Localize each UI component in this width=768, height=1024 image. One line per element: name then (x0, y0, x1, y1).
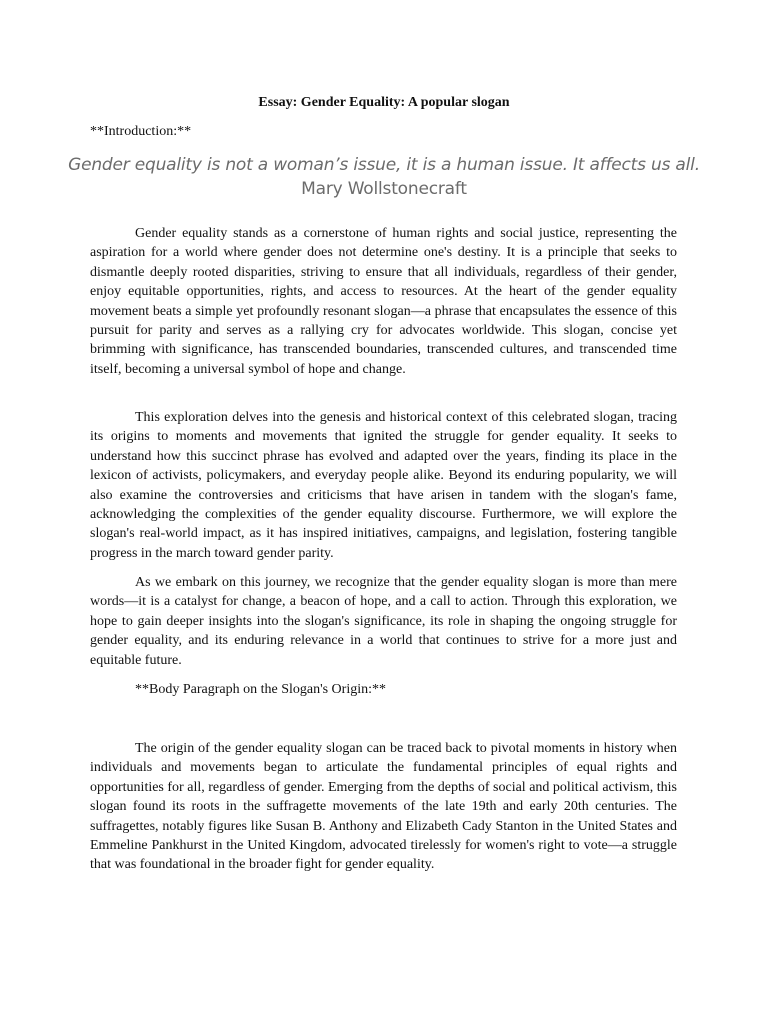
body-paragraph: The origin of the gender equality slogan can be traced back to pivotal moments in history when individuals and movements began to articulate the fundamental principles of equal rights and opportunities for all, regardless of gender. Emerging from the depths of social and political activism, this slogan found its roots in the suffragette movements of the late 19th and early 20th centuries. The suffragettes, notably figures like Susan B. Anthony and Elizabeth Cady Stanton in the United States and Emmeline Pankhurst in the United Kingdom, advocated tirelessly for women's right to vote—a struggle that was foundational in the broader fight for gender equality. (90, 741, 677, 873)
pull-quote (0, 153, 768, 201)
intro-paragraph-1: Gender equality stands as a cornerstone of human rights and social justice, representing the aspiration for a world where gender does not determine one's destiny. It is a principle that seeks to dismantle deeply rooted disparities, striving to ensure that all individuals, regardless of their gender, enjoy equitable opportunities, rights, and access to resources. At the heart of the gender equality movement beats a simple yet profoundly resonant slogan—a phrase that encapsulates the essence of this pursuit for parity and serves as a rallying cry for advocates worldwide. This slogan, concise yet brimming with significance, has transcended boundaries, transcended cultures, and transcended time itself, becoming a universal symbol of hope and change. (90, 226, 677, 377)
intro-paragraph-3: As we embark on this journey, we recognize that the gender equality slogan is more than mere words—it is a catalyst for change, a beacon of hope, and a call to action. Through this exploration, we hope to gain deeper insights into the slogan's significance, its role in shaping the ongoing struggle for gender equality, and its enduring relevance in a world that continues to strive for a more just and equitable future. (90, 575, 677, 668)
intro-paragraph-2: This exploration delves into the genesis and historical context of this celebrated slogan, tracing its origins to moments and movements that ignited the struggle for gender equality. It seeks to understand how this succinct phrase has evolved and adapted over the years, finding its place in the lexicon of activists, policymakers, and everyday people alike. Beyond its enduring popularity, we will also examine the controversies and criticisms that have arisen in tandem with the slogan's fame, acknowledging the complexities of the gender equality discourse. Furthermore, we will explore the slogan's real-world impact, as it has inspired initiatives, campaigns, and legislation, fostering tangible progress in the march toward gender parity. (90, 410, 677, 561)
essay-title: Essay: Gender Equality: A popular slogan (258, 95, 510, 110)
introduction-heading: **Introduction:** (90, 124, 192, 139)
quote-author: Mary Wollstonecraft (301, 179, 467, 199)
quote-text: Gender equality is not a woman’s issue, it is a human issue. It affects us all. (68, 155, 700, 175)
body-heading: **Body Paragraph on the Slogan's Origin:** (135, 682, 386, 697)
